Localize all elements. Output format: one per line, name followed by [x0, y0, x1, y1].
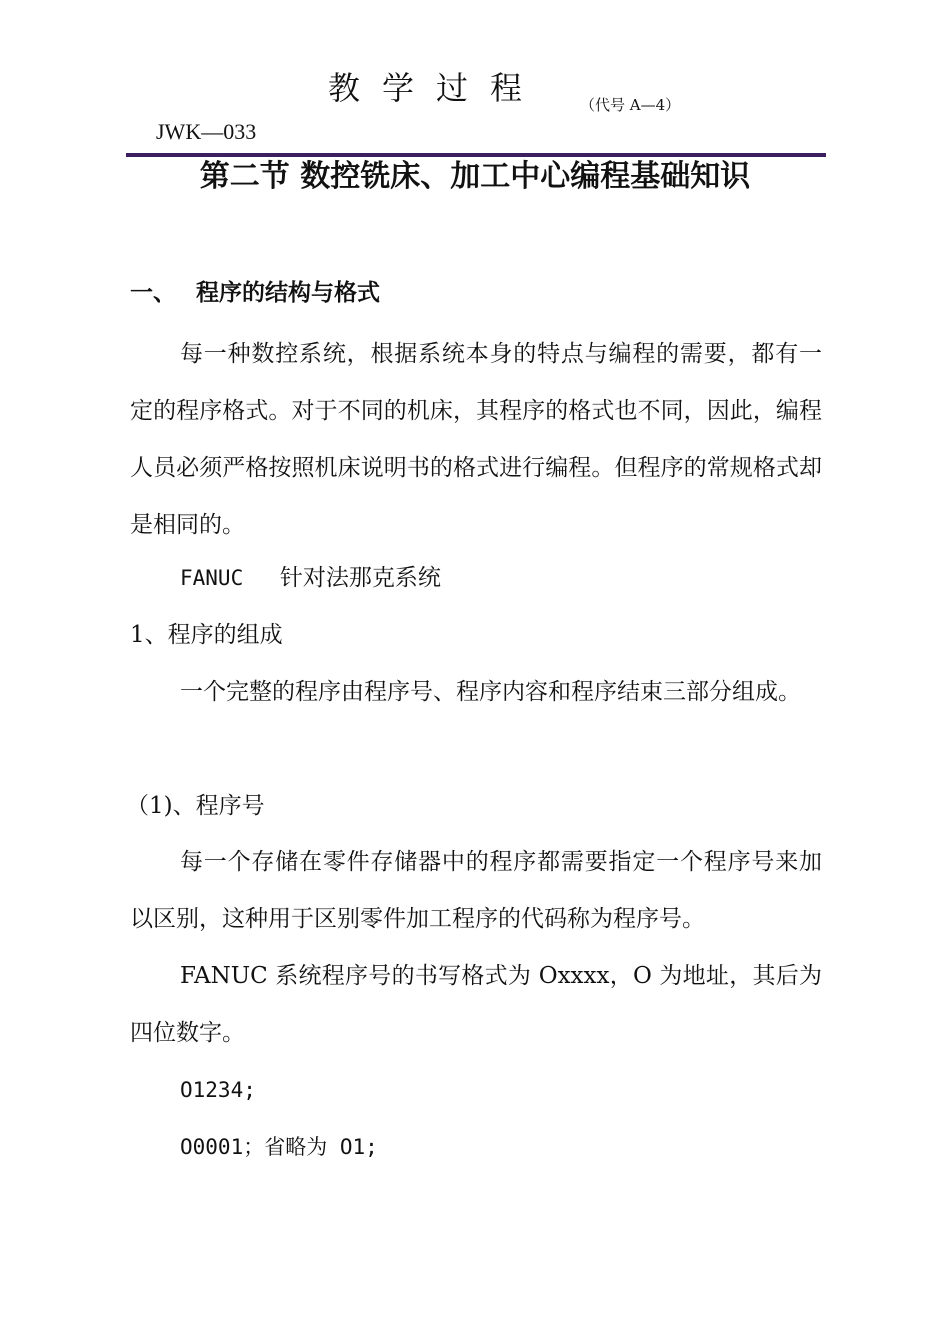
fanuc-label: FANUC [180, 566, 244, 590]
sub1-heading: （1)、程序号 [126, 793, 265, 819]
header-code-label: （代号 A—4） [580, 96, 681, 114]
document-id: JWK—033 [156, 119, 257, 144]
example-1: O1234; [180, 1078, 256, 1102]
item1-heading: 1、程序的组成 [130, 622, 283, 648]
subheading-number: 一、 [130, 280, 176, 306]
page-header-title: 教学过程 [328, 69, 545, 107]
fanuc-note: 针对法那克系统 [279, 565, 441, 591]
section-title: 第二节 数控铣床、加工中心编程基础知识 [199, 159, 751, 194]
fanuc-line [180, 561, 441, 595]
intro-paragraph: 每一种数控系统，根据系统本身的特点与编程的需要，都有一定的程序格式。对于不同的机床，其程序的格式也不同，因此，编程人员必须严格按照机床说明书的格式进行编程。但程序的常规格式却是相同的。 [130, 341, 822, 538]
format-paragraph: FANUC 系统程序号的书写格式为 Oxxxx，O 为地址，其后为四位数字。 [130, 963, 822, 1046]
item1-paragraph: 一个完整的程序由程序号、程序内容和程序结束三部分组成。 [180, 679, 801, 705]
sub1-paragraph: 每一个存储在零件存储器中的程序都需要指定一个程序号来加以区别，这种用于区别零件加工程序的代码称为程序号。 [130, 849, 822, 932]
example-2: O0001；省略为 O1; [180, 1135, 378, 1159]
subheading [130, 276, 380, 310]
subheading-text: 程序的结构与格式 [196, 280, 380, 306]
